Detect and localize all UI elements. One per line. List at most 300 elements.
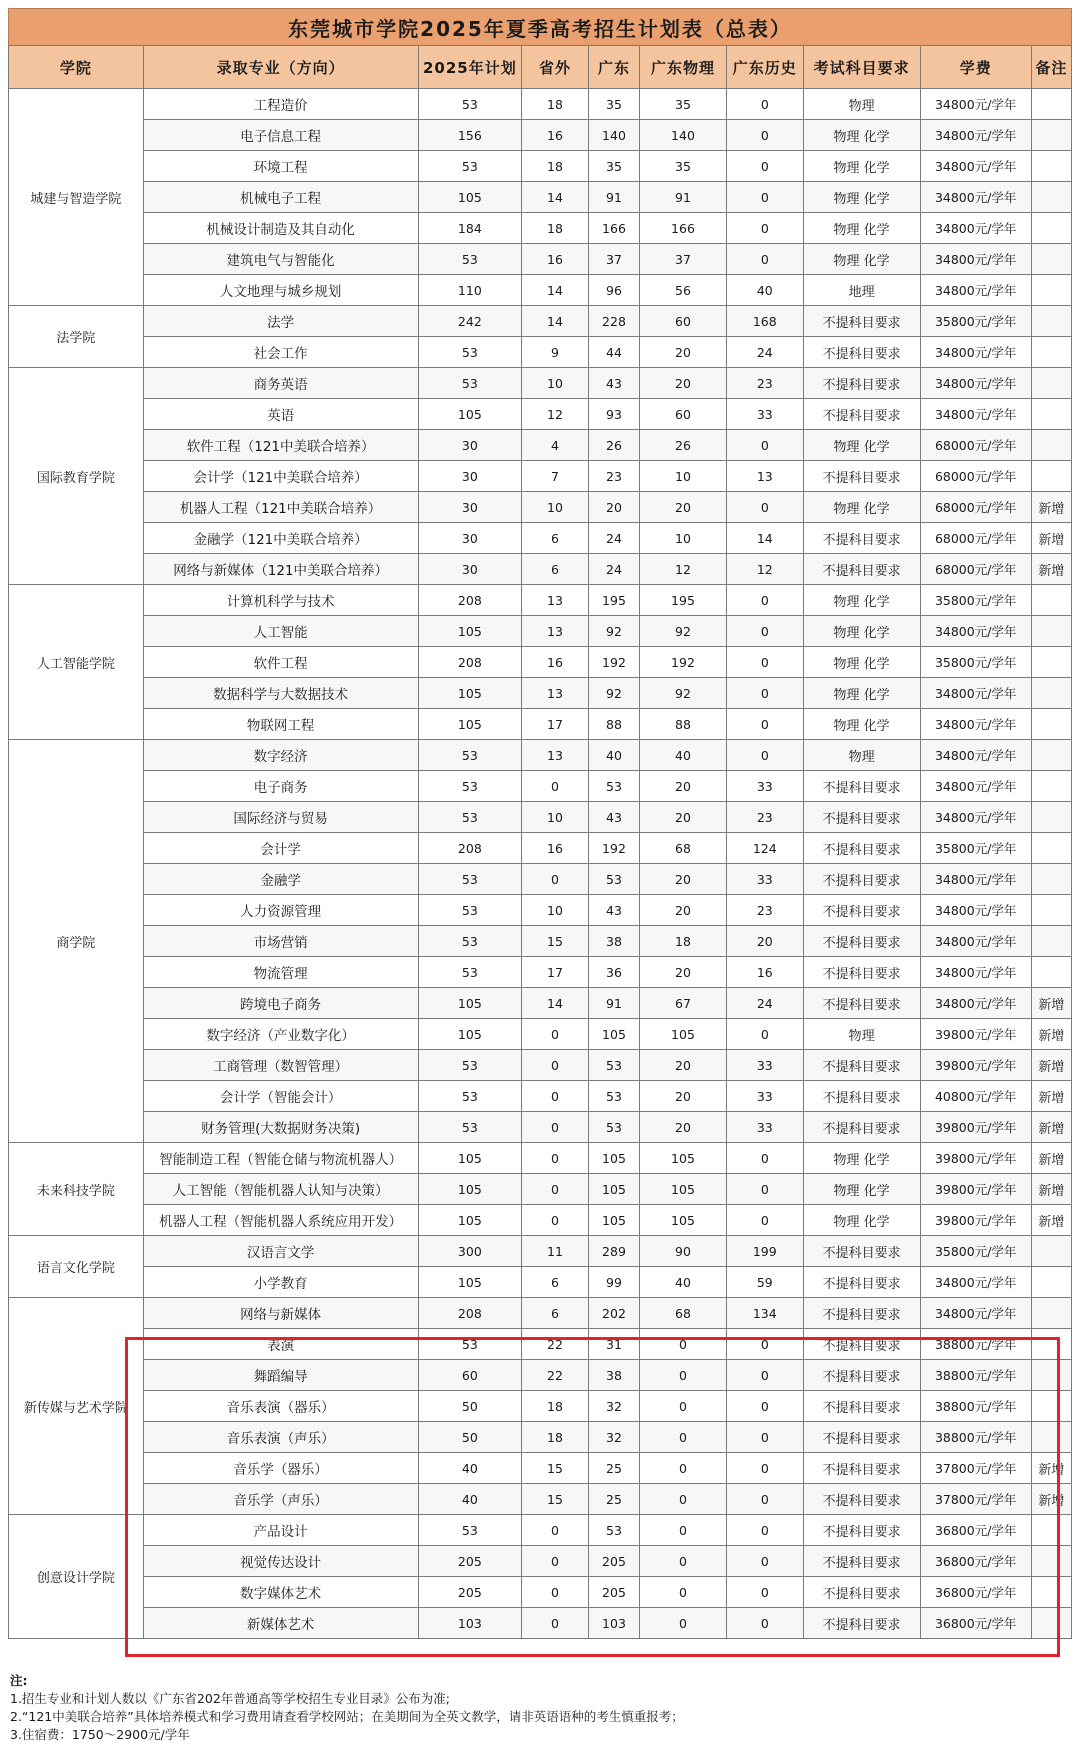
plan-cell: 30	[418, 492, 522, 523]
plan-cell: 53	[418, 771, 522, 802]
tuition-cell: 34800元/学年	[920, 678, 1031, 709]
subject-requirement-cell: 不提科目要求	[803, 1391, 920, 1422]
plan-cell: 105	[418, 709, 522, 740]
table-row	[9, 1112, 1072, 1143]
table-row	[9, 988, 1072, 1019]
table-row	[9, 1298, 1072, 1329]
remark-cell	[1031, 368, 1071, 399]
remark-cell: 新增	[1031, 1019, 1071, 1050]
out-of-province-cell: 13	[522, 616, 589, 647]
out-of-province-cell: 18	[522, 89, 589, 120]
tuition-cell: 35800元/学年	[920, 833, 1031, 864]
guangdong-physics-cell: 60	[640, 306, 727, 337]
tuition-cell: 39800元/学年	[920, 1143, 1031, 1174]
guangdong-history-cell: 12	[726, 554, 803, 585]
table-row	[9, 647, 1072, 678]
remark-cell	[1031, 213, 1071, 244]
guangdong-cell: 36	[588, 957, 639, 988]
guangdong-history-cell: 33	[726, 864, 803, 895]
plan-cell: 105	[418, 1174, 522, 1205]
out-of-province-cell: 14	[522, 275, 589, 306]
header-guangdong-history: 广东历史	[726, 46, 803, 89]
tuition-cell: 34800元/学年	[920, 1267, 1031, 1298]
plan-cell: 30	[418, 523, 522, 554]
table-row	[9, 1174, 1072, 1205]
note-line-2: 2.“121中美联合培养”具体培养模式和学习费用请查看学校网站；在美期间为全英文教学，请非英语语种的考生慎重报考；	[10, 1709, 684, 1724]
guangdong-history-cell: 0	[726, 89, 803, 120]
guangdong-history-cell: 199	[726, 1236, 803, 1267]
plan-cell: 208	[418, 647, 522, 678]
out-of-province-cell: 0	[522, 1112, 589, 1143]
guangdong-cell: 53	[588, 1081, 639, 1112]
guangdong-cell: 35	[588, 89, 639, 120]
table-row	[9, 244, 1072, 275]
major-cell: 软件工程	[143, 647, 418, 678]
out-of-province-cell: 6	[522, 1298, 589, 1329]
college-cell: 人工智能学院	[9, 585, 144, 740]
out-of-province-cell: 18	[522, 213, 589, 244]
guangdong-cell: 37	[588, 244, 639, 275]
remark-cell	[1031, 1608, 1071, 1639]
table-row	[9, 833, 1072, 864]
guangdong-physics-cell: 0	[640, 1608, 727, 1639]
guangdong-physics-cell: 60	[640, 399, 727, 430]
plan-cell: 208	[418, 585, 522, 616]
tuition-cell: 34800元/学年	[920, 802, 1031, 833]
guangdong-physics-cell: 91	[640, 182, 727, 213]
table-row	[9, 926, 1072, 957]
guangdong-physics-cell: 68	[640, 833, 727, 864]
subject-requirement-cell: 不提科目要求	[803, 957, 920, 988]
remark-cell: 新增	[1031, 1050, 1071, 1081]
subject-requirement-cell: 不提科目要求	[803, 306, 920, 337]
guangdong-cell: 44	[588, 337, 639, 368]
tuition-cell: 34800元/学年	[920, 337, 1031, 368]
subject-requirement-cell: 物理 化学	[803, 492, 920, 523]
table-row	[9, 678, 1072, 709]
plan-cell: 105	[418, 182, 522, 213]
remark-cell	[1031, 1236, 1071, 1267]
guangdong-history-cell: 124	[726, 833, 803, 864]
out-of-province-cell: 22	[522, 1329, 589, 1360]
table-row	[9, 1453, 1072, 1484]
out-of-province-cell: 13	[522, 678, 589, 709]
guangdong-physics-cell: 195	[640, 585, 727, 616]
major-cell: 法学	[143, 306, 418, 337]
guangdong-cell: 32	[588, 1391, 639, 1422]
table-row	[9, 740, 1072, 771]
guangdong-physics-cell: 140	[640, 120, 727, 151]
guangdong-cell: 35	[588, 151, 639, 182]
tuition-cell: 38800元/学年	[920, 1391, 1031, 1422]
guangdong-physics-cell: 20	[640, 492, 727, 523]
out-of-province-cell: 17	[522, 957, 589, 988]
plan-cell: 205	[418, 1577, 522, 1608]
guangdong-physics-cell: 0	[640, 1515, 727, 1546]
subject-requirement-cell: 不提科目要求	[803, 1081, 920, 1112]
out-of-province-cell: 14	[522, 988, 589, 1019]
tuition-cell: 34800元/学年	[920, 275, 1031, 306]
out-of-province-cell: 10	[522, 802, 589, 833]
guangdong-history-cell: 0	[726, 1608, 803, 1639]
guangdong-physics-cell: 35	[640, 89, 727, 120]
plan-cell: 40	[418, 1484, 522, 1515]
subject-requirement-cell: 不提科目要求	[803, 1298, 920, 1329]
guangdong-cell: 105	[588, 1205, 639, 1236]
table-row	[9, 1081, 1072, 1112]
remark-cell	[1031, 120, 1071, 151]
tuition-cell: 34800元/学年	[920, 864, 1031, 895]
guangdong-physics-cell: 35	[640, 151, 727, 182]
table-row	[9, 554, 1072, 585]
table-row	[9, 151, 1072, 182]
college-cell: 城建与智造学院	[9, 89, 144, 306]
subject-requirement-cell: 物理 化学	[803, 1205, 920, 1236]
table-row	[9, 461, 1072, 492]
plan-cell: 30	[418, 461, 522, 492]
subject-requirement-cell: 不提科目要求	[803, 1422, 920, 1453]
table-row	[9, 957, 1072, 988]
tuition-cell: 34800元/学年	[920, 740, 1031, 771]
out-of-province-cell: 7	[522, 461, 589, 492]
guangdong-physics-cell: 166	[640, 213, 727, 244]
tuition-cell: 34800元/学年	[920, 895, 1031, 926]
subject-requirement-cell: 不提科目要求	[803, 1453, 920, 1484]
guangdong-cell: 43	[588, 802, 639, 833]
remark-cell	[1031, 1515, 1071, 1546]
guangdong-history-cell: 33	[726, 1050, 803, 1081]
tuition-cell: 34800元/学年	[920, 771, 1031, 802]
table-row	[9, 523, 1072, 554]
out-of-province-cell: 18	[522, 151, 589, 182]
college-cell: 创意设计学院	[9, 1515, 144, 1639]
out-of-province-cell: 16	[522, 647, 589, 678]
subject-requirement-cell: 不提科目要求	[803, 461, 920, 492]
remark-cell: 新增	[1031, 492, 1071, 523]
major-cell: 物流管理	[143, 957, 418, 988]
major-cell: 人工智能（智能机器人认知与决策）	[143, 1174, 418, 1205]
remark-cell	[1031, 802, 1071, 833]
guangdong-physics-cell: 67	[640, 988, 727, 1019]
major-cell: 人力资源管理	[143, 895, 418, 926]
major-cell: 工商管理（数智管理）	[143, 1050, 418, 1081]
major-cell: 工程造价	[143, 89, 418, 120]
guangdong-cell: 53	[588, 771, 639, 802]
remark-cell: 新增	[1031, 1174, 1071, 1205]
subject-requirement-cell: 不提科目要求	[803, 988, 920, 1019]
remark-cell	[1031, 151, 1071, 182]
plan-cell: 205	[418, 1546, 522, 1577]
guangdong-cell: 43	[588, 895, 639, 926]
major-cell: 金融学（121中美联合培养）	[143, 523, 418, 554]
table-row	[9, 89, 1072, 120]
notes-heading: 注:	[10, 1673, 28, 1688]
header-plan-2025: 2025年计划	[418, 46, 522, 89]
remark-cell	[1031, 1546, 1071, 1577]
plan-cell: 50	[418, 1391, 522, 1422]
tuition-cell: 35800元/学年	[920, 647, 1031, 678]
plan-cell: 53	[418, 1081, 522, 1112]
guangdong-history-cell: 0	[726, 244, 803, 275]
major-cell: 小学教育	[143, 1267, 418, 1298]
major-cell: 机械电子工程	[143, 182, 418, 213]
guangdong-cell: 53	[588, 864, 639, 895]
table-row	[9, 1205, 1072, 1236]
guangdong-history-cell: 0	[726, 430, 803, 461]
major-cell: 数据科学与大数据技术	[143, 678, 418, 709]
remark-cell	[1031, 461, 1071, 492]
tuition-cell: 68000元/学年	[920, 492, 1031, 523]
guangdong-cell: 32	[588, 1422, 639, 1453]
header-out-of-province: 省外	[522, 46, 589, 89]
guangdong-cell: 25	[588, 1484, 639, 1515]
subject-requirement-cell: 不提科目要求	[803, 337, 920, 368]
plan-cell: 208	[418, 833, 522, 864]
guangdong-history-cell: 0	[726, 1329, 803, 1360]
plan-cell: 110	[418, 275, 522, 306]
out-of-province-cell: 4	[522, 430, 589, 461]
out-of-province-cell: 14	[522, 306, 589, 337]
guangdong-physics-cell: 20	[640, 957, 727, 988]
major-cell: 会计学（智能会计）	[143, 1081, 418, 1112]
remark-cell	[1031, 1391, 1071, 1422]
remark-cell	[1031, 1422, 1071, 1453]
plan-cell: 53	[418, 864, 522, 895]
guangdong-physics-cell: 105	[640, 1205, 727, 1236]
plan-cell: 53	[418, 244, 522, 275]
out-of-province-cell: 0	[522, 864, 589, 895]
tuition-cell: 35800元/学年	[920, 306, 1031, 337]
tuition-cell: 68000元/学年	[920, 461, 1031, 492]
plan-cell: 105	[418, 1267, 522, 1298]
out-of-province-cell: 17	[522, 709, 589, 740]
guangdong-cell: 195	[588, 585, 639, 616]
guangdong-history-cell: 23	[726, 368, 803, 399]
remark-cell	[1031, 926, 1071, 957]
remark-cell: 新增	[1031, 1484, 1071, 1515]
remark-cell	[1031, 616, 1071, 647]
subject-requirement-cell: 物理 化学	[803, 709, 920, 740]
guangdong-history-cell: 0	[726, 1143, 803, 1174]
subject-requirement-cell: 不提科目要求	[803, 1546, 920, 1577]
guangdong-physics-cell: 105	[640, 1019, 727, 1050]
major-cell: 国际经济与贸易	[143, 802, 418, 833]
remark-cell: 新增	[1031, 1205, 1071, 1236]
subject-requirement-cell: 不提科目要求	[803, 554, 920, 585]
table-row	[9, 1484, 1072, 1515]
subject-requirement-cell: 物理	[803, 89, 920, 120]
plan-cell: 50	[418, 1422, 522, 1453]
tuition-cell: 34800元/学年	[920, 368, 1031, 399]
subject-requirement-cell: 不提科目要求	[803, 1577, 920, 1608]
guangdong-cell: 24	[588, 554, 639, 585]
table-row	[9, 1143, 1072, 1174]
major-cell: 人文地理与城乡规划	[143, 275, 418, 306]
guangdong-physics-cell: 192	[640, 647, 727, 678]
tuition-cell: 36800元/学年	[920, 1515, 1031, 1546]
major-cell: 表演	[143, 1329, 418, 1360]
guangdong-physics-cell: 0	[640, 1329, 727, 1360]
plan-cell: 53	[418, 1329, 522, 1360]
remark-cell	[1031, 957, 1071, 988]
remark-cell	[1031, 306, 1071, 337]
major-cell: 商务英语	[143, 368, 418, 399]
tuition-cell: 35800元/学年	[920, 585, 1031, 616]
subject-requirement-cell: 不提科目要求	[803, 926, 920, 957]
plan-cell: 53	[418, 337, 522, 368]
plan-cell: 242	[418, 306, 522, 337]
out-of-province-cell: 12	[522, 399, 589, 430]
subject-requirement-cell: 不提科目要求	[803, 833, 920, 864]
plan-cell: 105	[418, 1205, 522, 1236]
table-row	[9, 1515, 1072, 1546]
enrollment-plan-sheet	[8, 8, 1072, 1639]
guangdong-history-cell: 0	[726, 492, 803, 523]
guangdong-cell: 88	[588, 709, 639, 740]
guangdong-history-cell: 13	[726, 461, 803, 492]
guangdong-physics-cell: 0	[640, 1577, 727, 1608]
major-cell: 环境工程	[143, 151, 418, 182]
guangdong-physics-cell: 105	[640, 1143, 727, 1174]
out-of-province-cell: 6	[522, 554, 589, 585]
guangdong-history-cell: 0	[726, 1174, 803, 1205]
guangdong-cell: 40	[588, 740, 639, 771]
guangdong-cell: 140	[588, 120, 639, 151]
out-of-province-cell: 15	[522, 1484, 589, 1515]
tuition-cell: 37800元/学年	[920, 1484, 1031, 1515]
guangdong-history-cell: 0	[726, 1484, 803, 1515]
major-cell: 音乐学（器乐）	[143, 1453, 418, 1484]
guangdong-history-cell: 0	[726, 678, 803, 709]
plan-cell: 105	[418, 988, 522, 1019]
table-row	[9, 306, 1072, 337]
major-cell: 新媒体艺术	[143, 1608, 418, 1639]
table-row	[9, 1050, 1072, 1081]
table-row	[9, 368, 1072, 399]
tuition-cell: 34800元/学年	[920, 151, 1031, 182]
plan-cell: 53	[418, 368, 522, 399]
remark-cell: 新增	[1031, 554, 1071, 585]
out-of-province-cell: 14	[522, 182, 589, 213]
guangdong-physics-cell: 105	[640, 1174, 727, 1205]
table-row	[9, 492, 1072, 523]
subject-requirement-cell: 不提科目要求	[803, 1360, 920, 1391]
plan-cell: 103	[418, 1608, 522, 1639]
guangdong-cell: 31	[588, 1329, 639, 1360]
guangdong-history-cell: 0	[726, 616, 803, 647]
remark-cell	[1031, 430, 1071, 461]
guangdong-physics-cell: 68	[640, 1298, 727, 1329]
guangdong-physics-cell: 0	[640, 1453, 727, 1484]
note-line-1: 1.招生专业和计划人数以《广东省202年普通高等学校招生专业目录》公布为准;	[10, 1691, 450, 1706]
guangdong-physics-cell: 40	[640, 1267, 727, 1298]
sheet-title: 东莞城市学院2025年夏季高考招生计划表（总表）	[8, 8, 1072, 45]
subject-requirement-cell: 不提科目要求	[803, 1267, 920, 1298]
note-line-3: 3.住宿费：1750～2900元/学年	[10, 1727, 190, 1742]
remark-cell	[1031, 585, 1071, 616]
guangdong-physics-cell: 20	[640, 802, 727, 833]
table-row	[9, 709, 1072, 740]
guangdong-history-cell: 0	[726, 1391, 803, 1422]
plan-cell: 105	[418, 616, 522, 647]
remark-cell: 新增	[1031, 988, 1071, 1019]
guangdong-cell: 192	[588, 833, 639, 864]
header-major: 录取专业（方向）	[143, 46, 418, 89]
guangdong-physics-cell: 26	[640, 430, 727, 461]
out-of-province-cell: 0	[522, 1577, 589, 1608]
tuition-cell: 34800元/学年	[920, 1298, 1031, 1329]
tuition-cell: 68000元/学年	[920, 554, 1031, 585]
remark-cell	[1031, 771, 1071, 802]
subject-requirement-cell: 物理 化学	[803, 430, 920, 461]
tuition-cell: 39800元/学年	[920, 1205, 1031, 1236]
guangdong-physics-cell: 0	[640, 1484, 727, 1515]
remark-cell: 新增	[1031, 1143, 1071, 1174]
guangdong-cell: 96	[588, 275, 639, 306]
major-cell: 电子信息工程	[143, 120, 418, 151]
major-cell: 英语	[143, 399, 418, 430]
remark-cell	[1031, 1360, 1071, 1391]
guangdong-cell: 92	[588, 678, 639, 709]
guangdong-physics-cell: 20	[640, 864, 727, 895]
major-cell: 智能制造工程（智能仓储与物流机器人）	[143, 1143, 418, 1174]
subject-requirement-cell: 不提科目要求	[803, 895, 920, 926]
out-of-province-cell: 11	[522, 1236, 589, 1267]
header-tuition: 学费	[920, 46, 1031, 89]
subject-requirement-cell: 不提科目要求	[803, 399, 920, 430]
guangdong-history-cell: 20	[726, 926, 803, 957]
out-of-province-cell: 18	[522, 1422, 589, 1453]
guangdong-physics-cell: 0	[640, 1360, 727, 1391]
table-row	[9, 120, 1072, 151]
major-cell: 产品设计	[143, 1515, 418, 1546]
subject-requirement-cell: 不提科目要求	[803, 864, 920, 895]
guangdong-history-cell: 0	[726, 1019, 803, 1050]
major-cell: 人工智能	[143, 616, 418, 647]
subject-requirement-cell: 不提科目要求	[803, 1050, 920, 1081]
remark-cell: 新增	[1031, 1081, 1071, 1112]
table-row	[9, 1329, 1072, 1360]
subject-requirement-cell: 不提科目要求	[803, 1329, 920, 1360]
out-of-province-cell: 16	[522, 120, 589, 151]
guangdong-cell: 91	[588, 182, 639, 213]
out-of-province-cell: 13	[522, 585, 589, 616]
table-row	[9, 182, 1072, 213]
guangdong-cell: 192	[588, 647, 639, 678]
table-row	[9, 895, 1072, 926]
out-of-province-cell: 0	[522, 1205, 589, 1236]
plan-cell: 60	[418, 1360, 522, 1391]
major-cell: 市场营销	[143, 926, 418, 957]
guangdong-history-cell: 0	[726, 1515, 803, 1546]
major-cell: 计算机科学与技术	[143, 585, 418, 616]
remark-cell	[1031, 1329, 1071, 1360]
tuition-cell: 34800元/学年	[920, 244, 1031, 275]
remark-cell: 新增	[1031, 523, 1071, 554]
out-of-province-cell: 15	[522, 1453, 589, 1484]
guangdong-history-cell: 134	[726, 1298, 803, 1329]
out-of-province-cell: 0	[522, 1081, 589, 1112]
subject-requirement-cell: 不提科目要求	[803, 802, 920, 833]
tuition-cell: 34800元/学年	[920, 182, 1031, 213]
plan-cell: 53	[418, 1050, 522, 1081]
remark-cell: 新增	[1031, 1112, 1071, 1143]
guangdong-physics-cell: 90	[640, 1236, 727, 1267]
guangdong-cell: 205	[588, 1577, 639, 1608]
major-cell: 物联网工程	[143, 709, 418, 740]
plan-cell: 53	[418, 895, 522, 926]
plan-cell: 156	[418, 120, 522, 151]
